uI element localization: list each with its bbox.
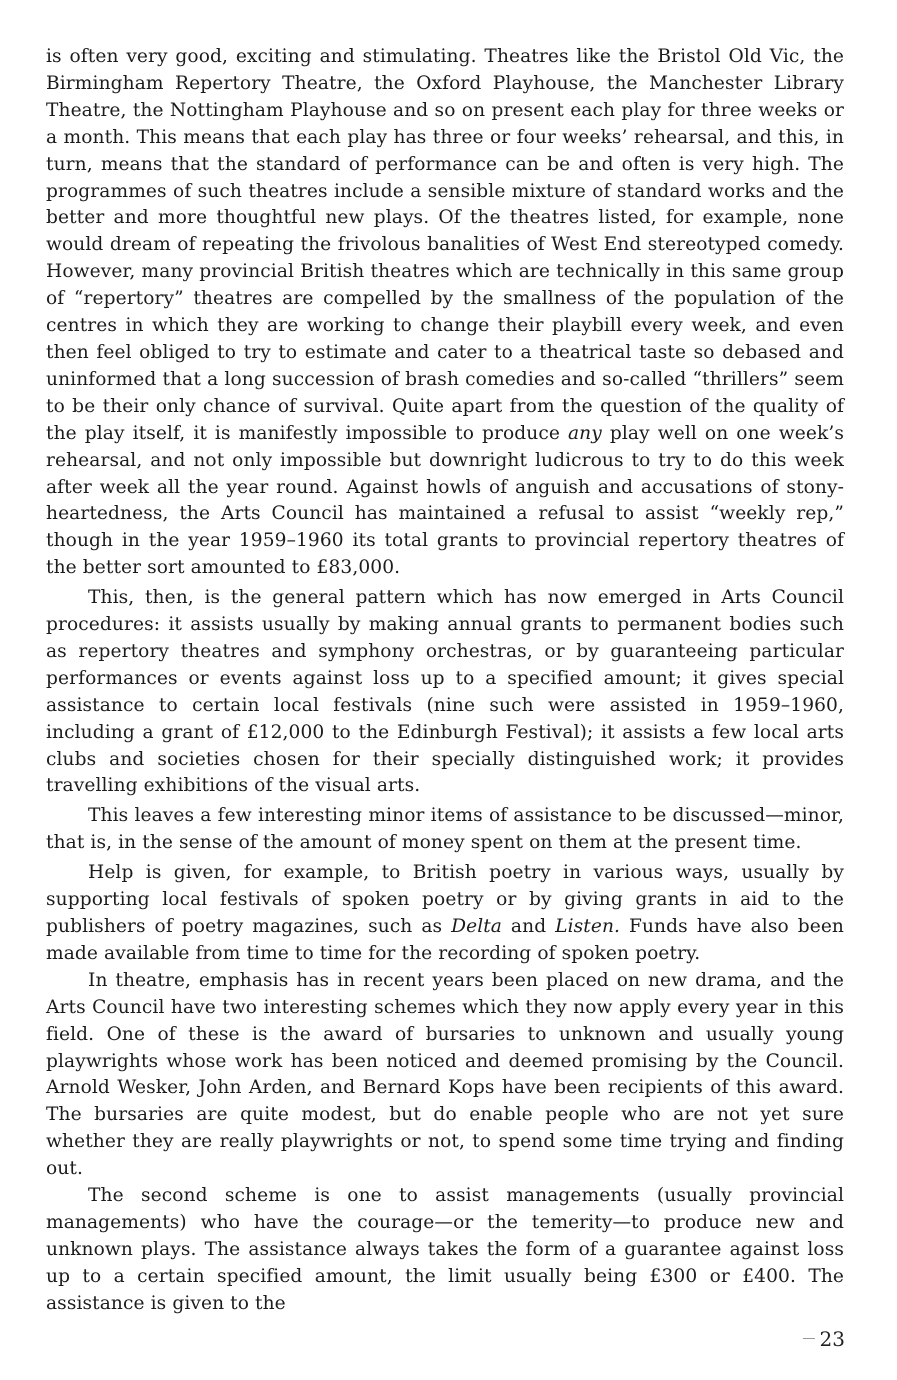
- paragraph-3: This leaves a few interesting minor items of assistance to be discussed—minor, that is, in the sense of the amount of money spent on them at the present time.: [46, 805, 844, 854]
- paragraph-5: In theatre, emphasis has in recent years been placed on new drama, and the Arts Council have two interesting schemes which they now apply every year in this field. One of these is the award of bursaries to unknown and usually young playwrights whose work has been noticed and deemed promising by the Council. Arnold Wesker, John Arden, and Bernard Kops have been recipients of this award. The bursaries are quite modest, but do enable people who are not yet sure whether they are really playwrights or not, to spend some time trying and finding out.: [46, 969, 844, 1180]
- paragraph-2: This, then, is the general pattern which has now emerged in Arts Council procedures: it assists usually by making annual grants to permanent bodies such as repertory theatres and symphony orchestras, or by guaranteeing particular performances or events against loss up to a specified amount; it gives special assistance to certain local festivals (nine such were assisted in 1959–1960, including a grant of £12,000 to the Edinburgh Festival); it assists a few local arts clubs and societies chosen for their specially distinguished work; it provides travelling exhibitions of the visual arts.: [46, 587, 844, 797]
- page-number: 23: [819, 1327, 845, 1351]
- page-number-rule: [803, 1338, 815, 1339]
- paragraph-4: Help is given, for example, to British poetry in various ways, usually by supporting local festivals of spoken poetry or by giving grants in aid to the publishers of poetry magazines, such as Delta and Listen. Funds have also been made available from time to time for the recording of spoken poetry.: [46, 862, 844, 964]
- paragraph-1: is often very good, exciting and stimulating. Theatres like the Bristol Old Vic, the Birmingham Repertory Theatre, the Oxford Playhouse, the Manchester Library Theatre, the Nottingham Playhouse and so on present each play for three weeks or a month. This means that each play has three or four weeks’ rehearsal, and this, in turn, means that the standard of performance can be and often is very high. The programmes of such theatres include a sensible mixture of standard works and the better and more thoughtful new plays. Of the theatres listed, for example, none would dream of repeating the frivolous banalities of West End stereotyped comedy. However, many provincial British theatres which are technically in this same group of “repertory” theatres are compelled by the smallness of the population of the centres in which they are working to change their playbill every week, and even then feel obliged to try to estimate and cater to a theatrical taste so debased and uninformed that a long succession of brash comedies and so-called “thrillers” seem to be their only chance of survival. Quite apart from the question of the quality of the play itself, it is manifestly impossible to produce any play well on one week’s rehearsal, and not only impossible but downright ludicrous to try to do this week after week all the year round. Against howls of anguish and accusations of stony-heartedness, the Arts Council has maintained a refusal to assist “weekly rep,” though in the year 1959–1960 its total grants to provincial repertory theatres of the better sort amounted to £83,000.: [46, 46, 844, 579]
- page-body: [46, 44, 844, 1318]
- paragraph-6: The second scheme is one to assist managements (usually provincial managements) who have the courage—or the temerity—to produce new and unknown plays. The assistance always takes the form of a guarantee against loss up to a certain specified amount, the limit usually being £300 or £400. The assistance is given to the: [46, 1185, 844, 1314]
